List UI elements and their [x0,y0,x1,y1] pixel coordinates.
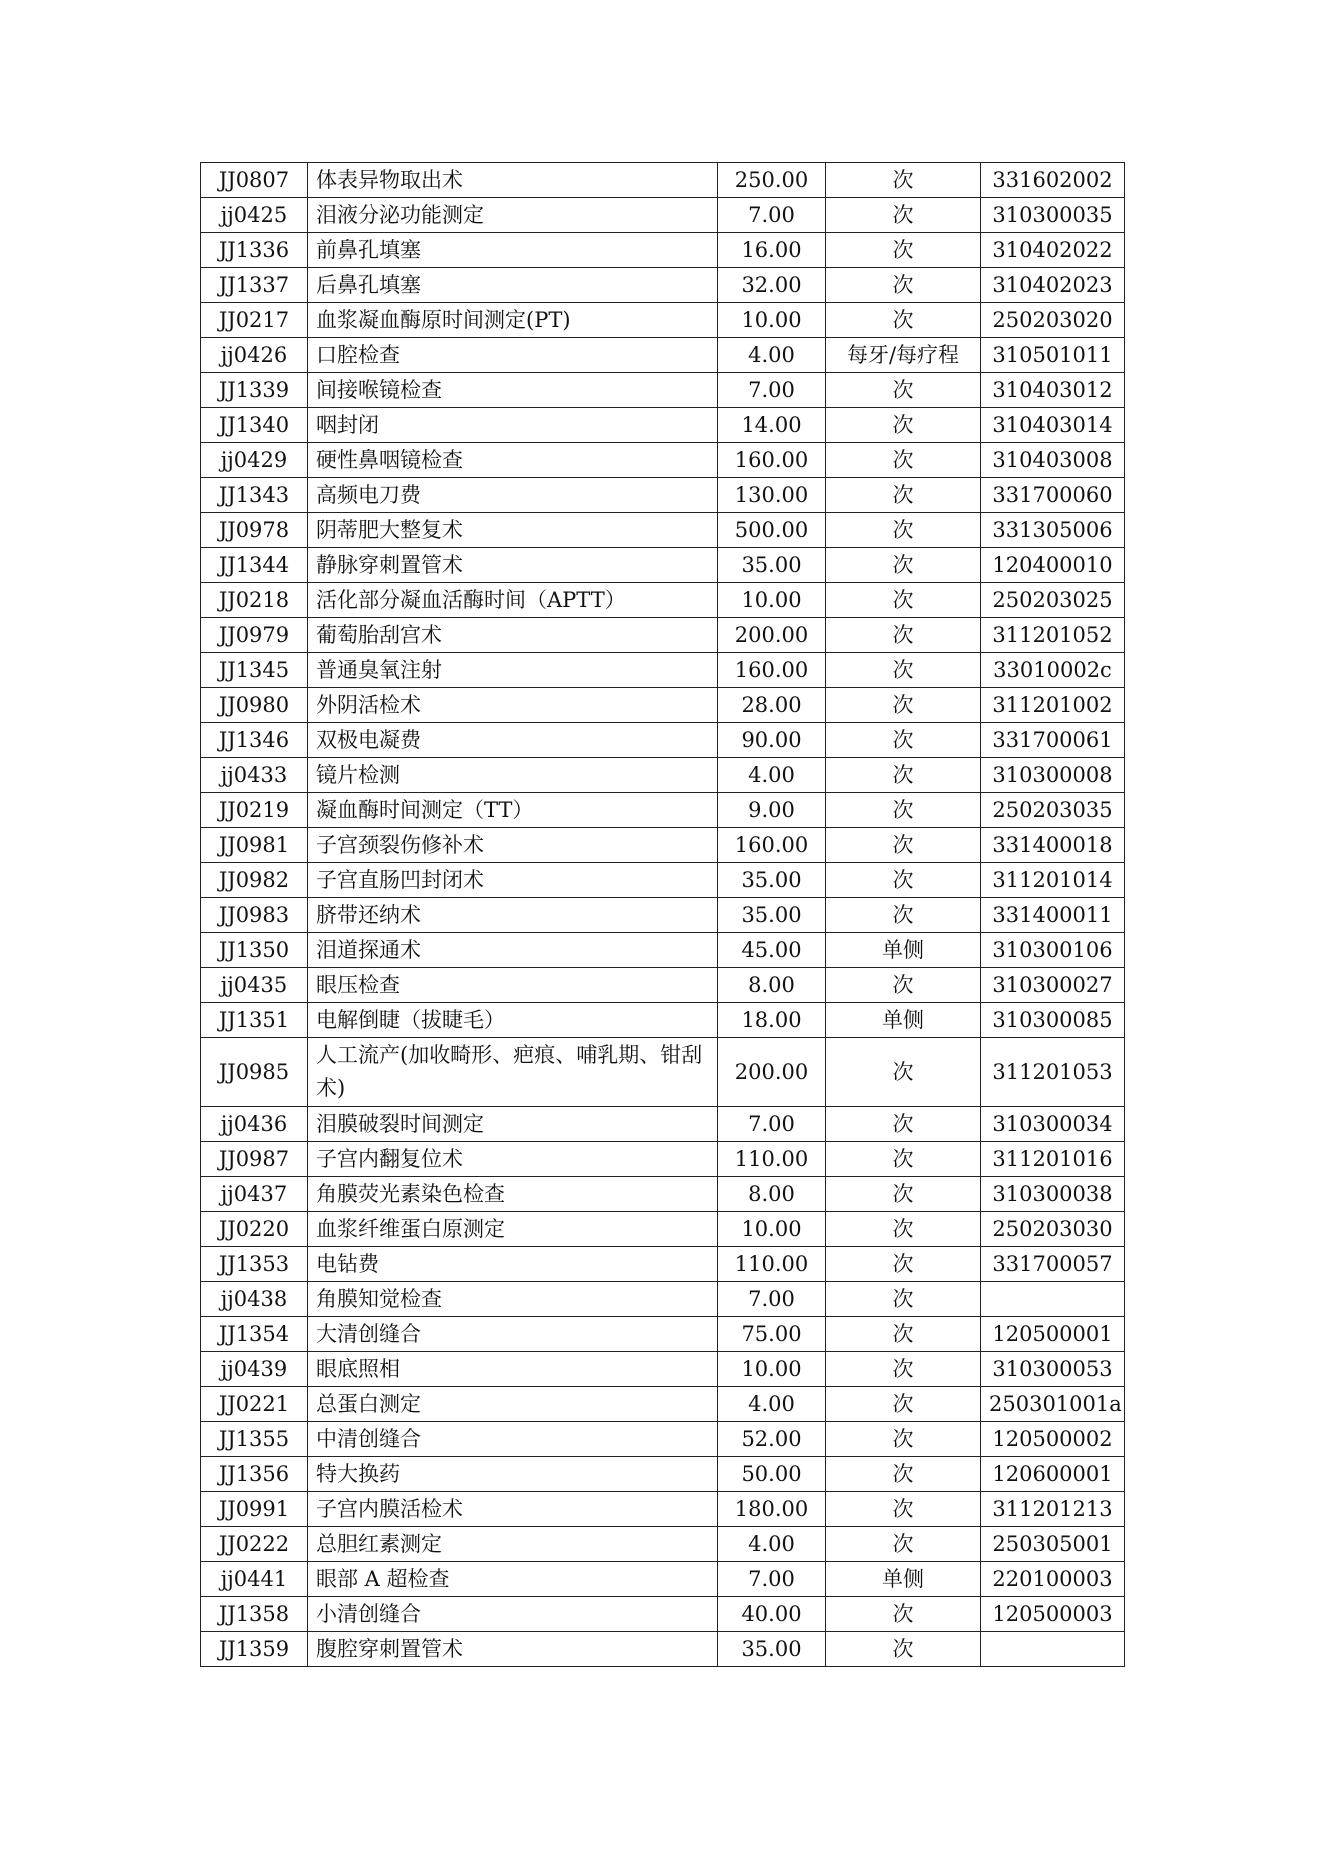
item-ref-code-cell: 120600001 [981,1457,1125,1492]
item-ref-code-cell: 120400010 [981,548,1125,583]
item-price-cell: 160.00 [718,828,826,863]
item-price-cell: 7.00 [718,1282,826,1317]
item-unit-cell: 次 [826,863,981,898]
item-name-cell: 子宫内翻复位术 [308,1142,718,1177]
item-unit-cell: 次 [826,758,981,793]
item-code-cell: JJ0807 [201,163,308,198]
item-ref-code-cell: 310300035 [981,198,1125,233]
item-name-cell: 泪液分泌功能测定 [308,198,718,233]
table-row [201,1422,1125,1457]
item-ref-code-cell: 331400018 [981,828,1125,863]
item-code-cell: JJ1350 [201,933,308,968]
table-row [201,1003,1125,1038]
item-code-cell: JJ1343 [201,478,308,513]
item-code-cell: jj0436 [201,1107,308,1142]
item-ref-code-cell: 250301001a [981,1387,1125,1422]
item-name-cell: 外阴活检术 [308,688,718,723]
item-ref-code-cell: 331700060 [981,478,1125,513]
item-name-cell: 普通臭氧注射 [308,653,718,688]
item-price-cell: 7.00 [718,1562,826,1597]
item-price-cell: 7.00 [718,373,826,408]
table-row [201,1142,1125,1177]
item-price-cell: 50.00 [718,1457,826,1492]
item-price-cell: 45.00 [718,933,826,968]
table-row [201,198,1125,233]
item-ref-code-cell: 311201014 [981,863,1125,898]
item-price-cell: 8.00 [718,968,826,1003]
item-name-cell: 脐带还纳术 [308,898,718,933]
item-name-cell: 子宫直肠凹封闭术 [308,863,718,898]
table-row [201,408,1125,443]
item-ref-code-cell: 310300008 [981,758,1125,793]
item-name-cell: 眼底照相 [308,1352,718,1387]
table-row [201,1562,1125,1597]
item-price-cell: 32.00 [718,268,826,303]
fee-table [200,162,1125,1667]
item-name-cell: 葡萄胎刮宫术 [308,618,718,653]
table-row [201,758,1125,793]
item-ref-code-cell: 310300034 [981,1107,1125,1142]
item-code-cell: JJ0222 [201,1527,308,1562]
item-name-cell: 凝血酶时间测定（TT） [308,793,718,828]
item-name-cell: 大清创缝合 [308,1317,718,1352]
item-price-cell: 35.00 [718,863,826,898]
table-row [201,653,1125,688]
item-unit-cell: 次 [826,1282,981,1317]
item-ref-code-cell [981,1282,1125,1317]
item-unit-cell: 次 [826,898,981,933]
table-row [201,1632,1125,1667]
table-row [201,373,1125,408]
item-unit-cell: 次 [826,163,981,198]
item-code-cell: JJ1354 [201,1317,308,1352]
item-ref-code-cell: 311201213 [981,1492,1125,1527]
item-unit-cell: 次 [826,828,981,863]
item-code-cell: JJ1344 [201,548,308,583]
table-row [201,968,1125,1003]
item-price-cell: 90.00 [718,723,826,758]
item-code-cell: jj0435 [201,968,308,1003]
item-price-cell: 52.00 [718,1422,826,1457]
item-price-cell: 14.00 [718,408,826,443]
item-ref-code-cell: 311201016 [981,1142,1125,1177]
item-name-cell: 人工流产(加收畸形、疤痕、哺乳期、钳刮术) [308,1038,718,1107]
item-code-cell: jj0438 [201,1282,308,1317]
item-price-cell: 4.00 [718,338,826,373]
item-price-cell: 28.00 [718,688,826,723]
item-code-cell: jj0441 [201,1562,308,1597]
item-unit-cell: 每牙/每疗程 [826,338,981,373]
item-price-cell: 10.00 [718,1352,826,1387]
item-unit-cell: 次 [826,653,981,688]
item-unit-cell: 次 [826,233,981,268]
table-row [201,1387,1125,1422]
item-ref-code-cell: 310402022 [981,233,1125,268]
item-name-cell: 咽封闭 [308,408,718,443]
item-unit-cell: 单侧 [826,1003,981,1038]
item-price-cell: 75.00 [718,1317,826,1352]
item-code-cell: jj0437 [201,1177,308,1212]
table-row [201,548,1125,583]
item-ref-code-cell: 310300106 [981,933,1125,968]
table-row [201,233,1125,268]
item-price-cell: 18.00 [718,1003,826,1038]
table-row [201,1247,1125,1282]
item-price-cell: 8.00 [718,1177,826,1212]
table-row [201,1212,1125,1247]
item-name-cell: 血浆凝血酶原时间测定(PT) [308,303,718,338]
item-ref-code-cell: 331700057 [981,1247,1125,1282]
item-name-cell: 口腔检查 [308,338,718,373]
item-price-cell: 35.00 [718,548,826,583]
item-price-cell: 35.00 [718,898,826,933]
item-code-cell: JJ1340 [201,408,308,443]
item-ref-code-cell: 331400011 [981,898,1125,933]
item-name-cell: 眼部 A 超检查 [308,1562,718,1597]
item-unit-cell: 次 [826,1212,981,1247]
item-code-cell: JJ0220 [201,1212,308,1247]
item-ref-code-cell: 250203030 [981,1212,1125,1247]
table-row [201,513,1125,548]
item-code-cell: jj0429 [201,443,308,478]
item-ref-code-cell: 310403012 [981,373,1125,408]
item-price-cell: 40.00 [718,1597,826,1632]
item-unit-cell: 次 [826,373,981,408]
item-name-cell: 泪膜破裂时间测定 [308,1107,718,1142]
item-price-cell: 110.00 [718,1247,826,1282]
table-row [201,898,1125,933]
item-code-cell: JJ0221 [201,1387,308,1422]
item-ref-code-cell: 120500002 [981,1422,1125,1457]
item-unit-cell: 次 [826,478,981,513]
item-name-cell: 泪道探通术 [308,933,718,968]
item-code-cell: JJ1346 [201,723,308,758]
item-ref-code-cell: 33010002c [981,653,1125,688]
item-unit-cell: 次 [826,408,981,443]
item-code-cell: JJ1339 [201,373,308,408]
item-code-cell: JJ1355 [201,1422,308,1457]
item-price-cell: 110.00 [718,1142,826,1177]
item-ref-code-cell [981,1632,1125,1667]
item-unit-cell: 次 [826,1422,981,1457]
item-code-cell: jj0425 [201,198,308,233]
item-price-cell: 10.00 [718,303,826,338]
item-name-cell: 总蛋白测定 [308,1387,718,1422]
table-row [201,793,1125,828]
item-price-cell: 500.00 [718,513,826,548]
item-price-cell: 160.00 [718,653,826,688]
item-unit-cell: 单侧 [826,933,981,968]
item-name-cell: 活化部分凝血活酶时间（APTT） [308,583,718,618]
item-price-cell: 130.00 [718,478,826,513]
table-row [201,688,1125,723]
item-code-cell: JJ0978 [201,513,308,548]
item-code-cell: JJ0980 [201,688,308,723]
table-row [201,1107,1125,1142]
table-row [201,443,1125,478]
item-code-cell: JJ0982 [201,863,308,898]
item-unit-cell: 次 [826,1317,981,1352]
item-unit-cell: 次 [826,1352,981,1387]
item-ref-code-cell: 120500003 [981,1597,1125,1632]
table-row [201,1492,1125,1527]
item-name-cell: 腹腔穿刺置管术 [308,1632,718,1667]
table-row [201,723,1125,758]
item-name-cell: 总胆红素测定 [308,1527,718,1562]
table-row [201,338,1125,373]
item-name-cell: 中清创缝合 [308,1422,718,1457]
item-unit-cell: 单侧 [826,1562,981,1597]
item-unit-cell: 次 [826,443,981,478]
item-code-cell: JJ0987 [201,1142,308,1177]
item-name-cell: 镜片检测 [308,758,718,793]
table-row [201,478,1125,513]
table-row [201,583,1125,618]
item-name-cell: 小清创缝合 [308,1597,718,1632]
table-row [201,1038,1125,1107]
item-code-cell: jj0439 [201,1352,308,1387]
item-unit-cell: 次 [826,1597,981,1632]
item-unit-cell: 次 [826,1387,981,1422]
item-unit-cell: 次 [826,198,981,233]
item-price-cell: 4.00 [718,1527,826,1562]
table-row [201,163,1125,198]
item-ref-code-cell: 311201053 [981,1038,1125,1107]
table-row [201,1317,1125,1352]
item-name-cell: 特大换药 [308,1457,718,1492]
item-unit-cell: 次 [826,548,981,583]
item-ref-code-cell: 331700061 [981,723,1125,758]
item-ref-code-cell: 250203025 [981,583,1125,618]
item-name-cell: 眼压检查 [308,968,718,1003]
table-row [201,863,1125,898]
item-name-cell: 阴蒂肥大整复术 [308,513,718,548]
item-price-cell: 180.00 [718,1492,826,1527]
item-code-cell: JJ1336 [201,233,308,268]
item-name-cell: 后鼻孔填塞 [308,268,718,303]
table-row [201,268,1125,303]
item-price-cell: 250.00 [718,163,826,198]
item-ref-code-cell: 310403008 [981,443,1125,478]
item-name-cell: 高频电刀费 [308,478,718,513]
item-code-cell: jj0433 [201,758,308,793]
item-unit-cell: 次 [826,618,981,653]
item-price-cell: 10.00 [718,1212,826,1247]
item-code-cell: JJ0979 [201,618,308,653]
item-ref-code-cell: 331305006 [981,513,1125,548]
item-price-cell: 9.00 [718,793,826,828]
item-code-cell: JJ1345 [201,653,308,688]
item-unit-cell: 次 [826,1177,981,1212]
item-ref-code-cell: 120500001 [981,1317,1125,1352]
item-price-cell: 160.00 [718,443,826,478]
item-unit-cell: 次 [826,1632,981,1667]
item-ref-code-cell: 250305001 [981,1527,1125,1562]
item-code-cell: JJ1356 [201,1457,308,1492]
item-name-cell: 前鼻孔填塞 [308,233,718,268]
item-ref-code-cell: 331602002 [981,163,1125,198]
item-name-cell: 血浆纤维蛋白原测定 [308,1212,718,1247]
item-unit-cell: 次 [826,583,981,618]
item-code-cell: JJ0981 [201,828,308,863]
item-price-cell: 10.00 [718,583,826,618]
item-ref-code-cell: 310402023 [981,268,1125,303]
table-row [201,828,1125,863]
item-ref-code-cell: 310300085 [981,1003,1125,1038]
item-unit-cell: 次 [826,793,981,828]
table-body [201,163,1125,1667]
item-price-cell: 7.00 [718,198,826,233]
item-unit-cell: 次 [826,1457,981,1492]
item-ref-code-cell: 310403014 [981,408,1125,443]
item-ref-code-cell: 311201002 [981,688,1125,723]
item-name-cell: 电解倒睫（拔睫毛） [308,1003,718,1038]
item-name-cell: 静脉穿刺置管术 [308,548,718,583]
item-code-cell: JJ0219 [201,793,308,828]
table-row [201,618,1125,653]
item-price-cell: 35.00 [718,1632,826,1667]
item-code-cell: jj0426 [201,338,308,373]
item-price-cell: 200.00 [718,618,826,653]
item-ref-code-cell: 310300053 [981,1352,1125,1387]
item-name-cell: 体表异物取出术 [308,163,718,198]
item-ref-code-cell: 311201052 [981,618,1125,653]
item-ref-code-cell: 310300038 [981,1177,1125,1212]
item-ref-code-cell: 250203035 [981,793,1125,828]
item-name-cell: 双极电凝费 [308,723,718,758]
item-unit-cell: 次 [826,688,981,723]
item-ref-code-cell: 250203020 [981,303,1125,338]
table-row [201,1457,1125,1492]
item-name-cell: 间接喉镜检查 [308,373,718,408]
item-unit-cell: 次 [826,513,981,548]
item-price-cell: 200.00 [718,1038,826,1107]
item-ref-code-cell: 310501011 [981,338,1125,373]
item-code-cell: JJ0218 [201,583,308,618]
item-unit-cell: 次 [826,268,981,303]
item-price-cell: 4.00 [718,1387,826,1422]
item-name-cell: 电钻费 [308,1247,718,1282]
table-row [201,303,1125,338]
item-ref-code-cell: 310300027 [981,968,1125,1003]
item-unit-cell: 次 [826,1492,981,1527]
item-code-cell: JJ0217 [201,303,308,338]
item-code-cell: JJ1358 [201,1597,308,1632]
item-code-cell: JJ1351 [201,1003,308,1038]
item-code-cell: JJ0991 [201,1492,308,1527]
item-ref-code-cell: 220100003 [981,1562,1125,1597]
item-name-cell: 硬性鼻咽镜检查 [308,443,718,478]
item-unit-cell: 次 [826,1527,981,1562]
table-row [201,1597,1125,1632]
item-unit-cell: 次 [826,1107,981,1142]
item-unit-cell: 次 [826,303,981,338]
item-price-cell: 16.00 [718,233,826,268]
item-name-cell: 子宫颈裂伤修补术 [308,828,718,863]
item-price-cell: 4.00 [718,758,826,793]
table-row [201,1352,1125,1387]
item-code-cell: JJ1359 [201,1632,308,1667]
item-code-cell: JJ0983 [201,898,308,933]
table-row [201,1177,1125,1212]
table-row [201,1527,1125,1562]
item-name-cell: 角膜知觉检查 [308,1282,718,1317]
table-row [201,933,1125,968]
item-unit-cell: 次 [826,723,981,758]
item-price-cell: 7.00 [718,1107,826,1142]
item-unit-cell: 次 [826,968,981,1003]
item-name-cell: 子宫内膜活检术 [308,1492,718,1527]
item-unit-cell: 次 [826,1142,981,1177]
item-name-cell: 角膜荧光素染色检查 [308,1177,718,1212]
item-unit-cell: 次 [826,1247,981,1282]
item-unit-cell: 次 [826,1038,981,1107]
item-code-cell: JJ1337 [201,268,308,303]
item-code-cell: JJ0985 [201,1038,308,1107]
table-row [201,1282,1125,1317]
item-code-cell: JJ1353 [201,1247,308,1282]
